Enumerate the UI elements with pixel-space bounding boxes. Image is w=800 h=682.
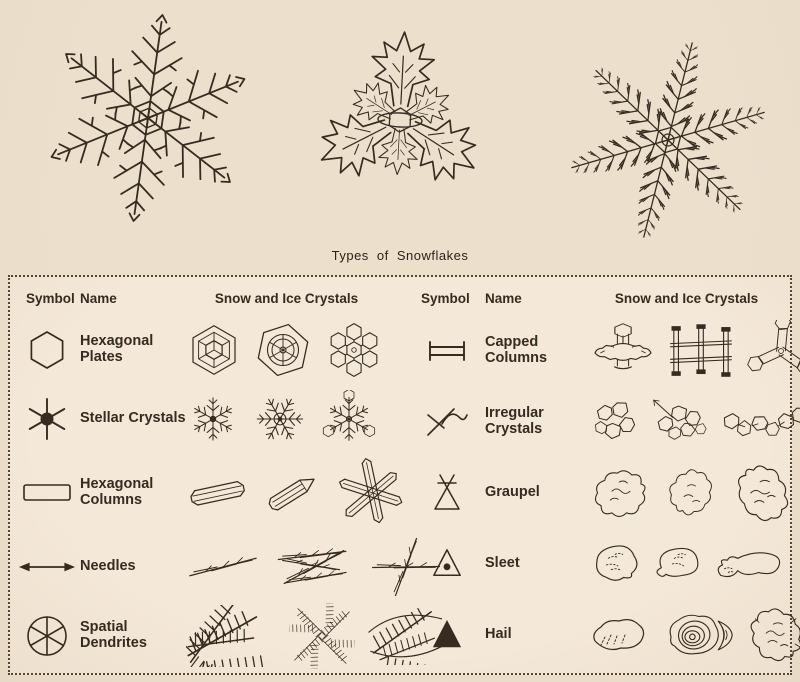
row-capped-columns	[409, 315, 782, 386]
crystal-examples	[591, 542, 787, 586]
sectored-circle-icon	[14, 614, 80, 658]
needle-crystal-1	[186, 553, 260, 581]
irregular-crystal-1	[591, 398, 639, 446]
stellar-dendrite-snowflake	[32, 2, 264, 234]
hailstone-1	[591, 614, 647, 656]
header-symbol: Symbol	[26, 290, 75, 306]
row-name: Spatial Dendrites	[80, 619, 147, 652]
crossed-curve-icon	[409, 406, 485, 438]
row-hail	[409, 600, 782, 671]
rectangle-outline-icon	[14, 483, 80, 503]
stellar-crystal-3	[320, 390, 378, 448]
capped-column-crystal-2	[666, 322, 736, 380]
row-sleet	[409, 529, 782, 600]
spatial-dendrite-crystal-2	[289, 603, 355, 669]
header-symbol: Symbol	[421, 290, 470, 306]
crystal-examples	[591, 607, 800, 663]
legend-left-header	[14, 281, 387, 315]
figure-caption: Types of Snowflakes	[331, 248, 469, 263]
irregular-crystal-2	[650, 394, 712, 450]
hexagon-outline-icon	[14, 330, 80, 370]
row-name: Hexagonal Columns	[80, 476, 154, 508]
capped-column-icon	[409, 339, 485, 363]
capped-column-crystal-3	[747, 320, 800, 382]
row-name: Irregular Crystals	[485, 404, 544, 437]
crystal-examples	[186, 320, 387, 380]
hexagonal-column-crystal-1	[186, 475, 252, 511]
graupel-particle-2	[662, 466, 720, 520]
sleet-particle-2	[652, 543, 704, 585]
row-name: Sleet	[485, 555, 520, 572]
header-crystals: Snow and Ice Crystals	[214, 290, 359, 306]
row-needles	[14, 532, 387, 602]
row-stellar-crystals	[14, 385, 387, 455]
row-name: Graupel	[485, 484, 540, 501]
capped-column-crystal-1	[591, 323, 655, 379]
crystal-examples	[591, 464, 793, 522]
crystal-examples	[591, 320, 800, 382]
stellar-crystal-1	[186, 390, 240, 448]
row-name: Stellar Crystals	[80, 410, 186, 427]
crystal-examples	[186, 388, 387, 450]
double-arrow-icon	[14, 560, 80, 574]
hexagonal-column-crystal-2	[263, 468, 321, 518]
legend-right	[387, 281, 782, 671]
row-name: Hail	[485, 626, 512, 643]
triangle-cross-icon	[409, 473, 485, 513]
graupel-particle-1	[591, 465, 651, 521]
broad-branched-snowflake	[298, 20, 502, 220]
hexagonal-plate-crystal-3	[324, 320, 384, 380]
row-hexagonal-plates	[14, 315, 387, 385]
header-crystals: Snow and Ice Crystals	[614, 290, 759, 306]
row-name: Hexagonal Plates	[80, 332, 154, 365]
filled-triangle-icon	[409, 619, 485, 651]
header-name: Name	[80, 290, 117, 306]
crystal-examples	[186, 454, 414, 532]
row-hexagonal-columns	[14, 454, 387, 532]
header-name: Name	[485, 290, 522, 306]
needle-crystal-2	[271, 538, 357, 596]
stellar-crystal-2	[251, 388, 309, 450]
legend-right-header	[409, 281, 782, 315]
triangle-dot-icon	[409, 548, 485, 580]
hexagonal-plate-crystal-1	[186, 322, 242, 378]
crystal-examples	[591, 394, 800, 450]
legend-left	[14, 281, 387, 671]
graupel-particle-3	[731, 464, 793, 522]
fernlike-stellar-dendrite-snowflake	[548, 22, 788, 258]
six-ray-star-icon	[14, 397, 80, 441]
row-graupel	[409, 457, 782, 528]
row-name: Needles	[80, 557, 136, 574]
row-name: Capped Columns	[485, 333, 548, 366]
irregular-crystal-3	[723, 398, 800, 446]
hexagonal-plate-crystal-2	[253, 320, 313, 380]
row-irregular-crystals	[409, 386, 782, 457]
sleet-particle-1	[591, 542, 641, 586]
sleet-particle-3	[715, 545, 787, 583]
spatial-dendrite-crystal-1	[186, 605, 278, 667]
hailstone-3	[747, 607, 800, 663]
hailstone-cross-section	[658, 610, 736, 660]
row-spatial-dendrites	[14, 602, 387, 672]
snowflake-legend-panel	[8, 275, 792, 675]
